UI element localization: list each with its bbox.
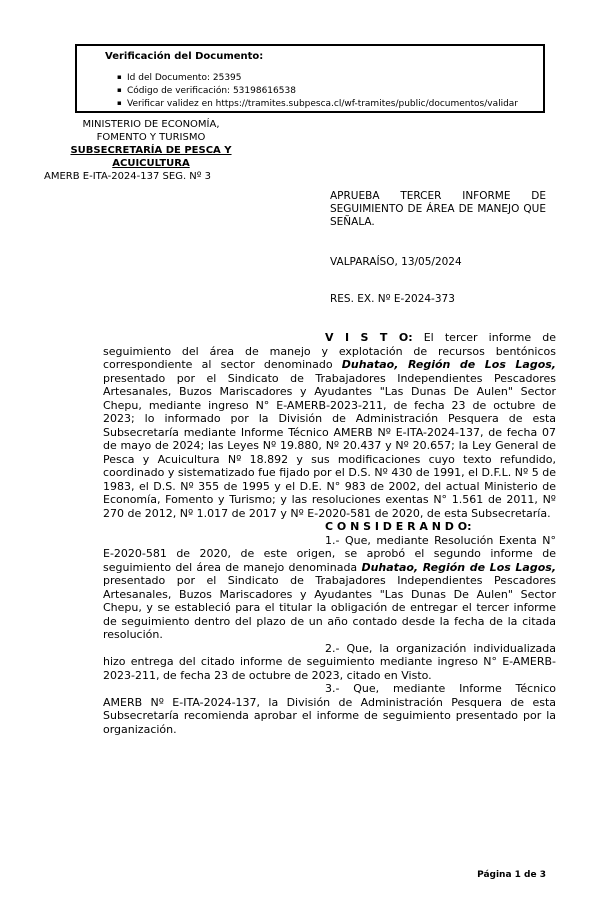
page-indicator: Página 1 de 3 <box>477 870 546 880</box>
bullet-icon: ▪ <box>117 99 122 107</box>
verification-item <box>117 71 518 84</box>
letterhead <box>44 118 258 183</box>
considerando-item-1 <box>103 534 556 642</box>
subsecretaria-line: ACUICULTURA <box>112 158 190 169</box>
resolution-subject: APRUEBA TERCER INFORME DE SEGUIMIENTO DE ÁREA DE MANEJO QUE SEÑALA. <box>330 190 546 228</box>
verification-box <box>75 44 545 113</box>
visto-label: V I S T O: <box>325 331 413 344</box>
item1-text-after: presentado por el Sindicato de Trabajadores Independientes Pescadores Artesanales, Buzos Mariscadores y Ayudantes "Las Dunas De Aulen" Sector Chepu, y se estableció para el titular la obligación de entregar el tercer informe de seguimiento dentro del plazo de un año contado desde la fecha de la citada resolución. <box>103 574 556 641</box>
visto-paragraph <box>103 331 556 520</box>
ministry-line: FOMENTO Y TURISMO <box>96 132 206 143</box>
subsecretaria-line: SUBSECRETARÍA DE PESCA Y <box>70 145 232 156</box>
considerando-item-2: 2.- Que, la organización individualizada hizo entrega del citado informe de seguimiento mediante ingreso N° E-AMERB-2023-211, de fecha 23 de octubre de 2023, citado en Visto. <box>103 641 556 682</box>
considerando-heading: C O N S I D E R A N D O: <box>325 520 472 533</box>
verification-title: Verificación del Documento: <box>105 51 264 62</box>
document-reference: AMERB E-ITA-2024-137 SEG. Nº 3 <box>44 171 212 182</box>
document-body <box>103 331 556 736</box>
title-column <box>330 190 546 306</box>
item1-text-before: 1.- Que, mediante Resolución Exenta N° E-2020-581 de 2020, de este origen, se aprobó el segundo informe de seguimiento del área de manejo denominada <box>103 533 556 574</box>
verification-url-text: Verificar validez en https://tramites.subpesca.cl/wf-tramites/public/documentos/validar <box>127 99 519 109</box>
verification-item-text: Código de verificación: 53198616538 <box>127 86 296 96</box>
place-and-date: VALPARAÍSO, 13/05/2024 <box>330 256 462 268</box>
visto-text-after: presentado por el Sindicato de Trabajadores Independientes Pescadores Artesanales, Buzos Mariscadores y Ayudantes "Las Dunas De Aulen" Sector Chepu, mediante ingreso N° E-AMERB-2023-211, de fecha 23 de octubre de 2023; lo informado por la División de Administración Pesquera de esta Subsecretaría mediante Informe Técnico AMERB Nº E-ITA-2024-137, de fecha 07 de mayo de 2024; las Leyes Nº 19.880, Nº 20.437 y Nº 20.657; la Ley General de Pesca y Acuicultura Nº 18.892 y sus modificaciones cuyo texto refundido, coordinado y sistematizado fue fijado por el D.S. Nº 430 de 1991, el D.F.L. Nº 5 de 1983, el D.S. Nº 355 de 1995 y el D.E. N° 983 de 2002, del actual Ministerio de Economía, Fomento y Turismo; y las resoluciones exentas N° 1.561 de 2011, Nº 270 de 2012, Nº 1.017 de 2017 y Nº E-2020-581 de 2020, de esta Subsecretaría. <box>103 371 556 520</box>
visto-text-before: El tercer informe de seguimiento del área de manejo y explotación de recursos bentónicos correspondiente al sector denominado <box>103 331 556 371</box>
verification-item-text: Id del Documento: 25395 <box>127 73 242 83</box>
visto-highlight: Duhatao, Región de Los Lagos, <box>341 358 556 371</box>
verification-item <box>117 84 518 97</box>
resolution-number: RES. EX. Nº E-2024-373 <box>330 293 455 305</box>
verification-list <box>117 71 518 110</box>
bullet-icon: ▪ <box>117 73 122 81</box>
ministry-line: MINISTERIO DE ECONOMÍA, <box>82 119 220 130</box>
considerando-item-3: 3.- Que, mediante Informe Técnico AMERB Nº E-ITA-2024-137, la División de Administración Pesquera de esta Subsecretaría recomienda aprobar el informe de seguimiento presentado por la organización. <box>103 682 556 736</box>
bullet-icon: ▪ <box>117 86 122 94</box>
item1-highlight: Duhatao, Región de Los Lagos, <box>361 560 556 574</box>
verification-item <box>117 97 518 110</box>
